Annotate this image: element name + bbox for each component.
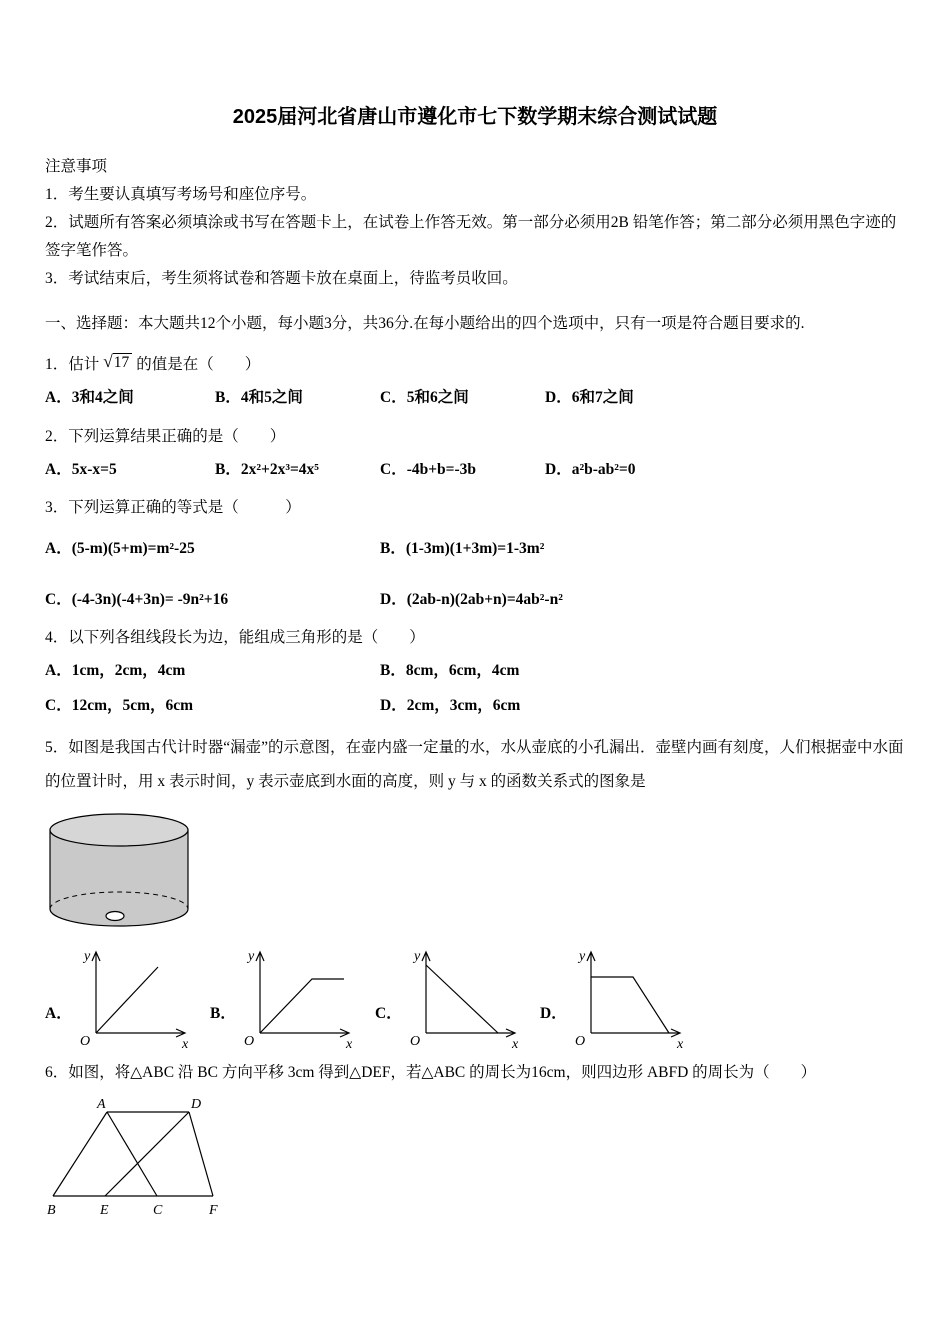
point-label-d: D	[191, 1096, 202, 1112]
graph-label-b: B．	[210, 1005, 236, 1023]
axis-label-y: y	[83, 949, 90, 965]
question-5-stem: 5．如图是我国古代计时器“漏壶”的示意图，在壶内盛一定量的水，水从壶底的小孔漏出．壶壁内画有刻度，人们根据壶中水面的位置计时，用 x 表示时间，y 表示壶底到水面的高度，则 y 与 x 的函数关系式的图象是	[45, 738, 904, 791]
question-4-options	[45, 657, 905, 720]
option-c: C．-4b+b=-3b	[380, 460, 477, 478]
option-d: D．6和7之间	[545, 389, 634, 407]
question-6-stem: 6．如图，将△ABC 沿 BC 方向平移 3cm 得到△DEF，若△ABC 的周长为16cm，则四边形 ABFD 的周长为（ ）	[45, 1064, 817, 1082]
question-3-stem: 3．下列运算正确的等式是（ ）	[45, 499, 301, 517]
function-graph-c	[404, 945, 526, 1049]
option-c: C．(-4-3n)(-4+3n)= -9n²+16	[45, 590, 229, 608]
notice-heading: 注意事项	[45, 158, 108, 175]
question-1-stem	[45, 348, 905, 380]
graph-curve	[96, 967, 158, 1033]
point-label-e: E	[100, 1202, 109, 1218]
axis-label-x: x	[511, 1037, 518, 1050]
notice-item-2: 2．试题所有答案必须填涂或书写在答题卡上，在试卷上作答无效。第一部分必须用2B 铅笔作答；第二部分必须用黑色字迹的签字笔作答。	[45, 213, 897, 259]
question-1-prefix: 1．估计	[45, 356, 100, 374]
question-2-options	[45, 456, 905, 485]
question-1-options	[45, 384, 905, 413]
axis-label-y: y	[413, 949, 420, 965]
notice-section	[45, 153, 905, 292]
graph-option-d	[540, 945, 705, 1049]
graph-curve	[426, 965, 498, 1033]
point-label-f: F	[209, 1202, 218, 1218]
edge-DF	[189, 1112, 213, 1196]
point-label-c: C	[153, 1202, 163, 1218]
axis-label-y: y	[578, 949, 585, 965]
graph-option-a	[45, 945, 210, 1049]
notice-item-3: 3．考试结束后，考生须将试卷和答题卡放在桌面上，待监考员收回。	[45, 269, 518, 287]
radicand: 17	[113, 353, 133, 371]
translated-triangles-figure	[45, 1096, 905, 1226]
question-1-suffix: 的值是在（ ）	[136, 356, 261, 374]
cylinder-illustration	[45, 810, 193, 936]
edge-AB	[53, 1112, 107, 1196]
axis-label-origin: O	[79, 1034, 90, 1050]
graph-curve	[260, 979, 344, 1033]
option-a: A．3和4之间	[45, 389, 134, 407]
axis-label-y: y	[247, 949, 255, 965]
option-d: D．a²b-ab²=0	[545, 460, 636, 478]
point-label-b: B	[47, 1202, 56, 1218]
axis-label-x: x	[676, 1037, 683, 1050]
option-d: D．2cm，3cm，6cm	[380, 696, 521, 714]
question-5-graph-options	[45, 945, 905, 1049]
graph-label-a: A．	[45, 1005, 72, 1023]
page-title: 2025届河北省唐山市遵化市七下数学期末综合测试试题	[232, 106, 718, 128]
axis-label-origin: O	[243, 1034, 254, 1050]
option-d: D．(2ab-n)(2ab+n)=4ab²-n²	[380, 590, 563, 608]
axis-label-x: x	[345, 1037, 353, 1050]
graph-option-b	[210, 945, 375, 1049]
axis-label-x: x	[181, 1037, 188, 1050]
edge-AC	[107, 1112, 157, 1196]
function-graph-b	[238, 945, 360, 1049]
radical-sign: √	[103, 352, 113, 372]
axis-label-origin: O	[409, 1034, 420, 1050]
water-clock-figure	[45, 810, 905, 941]
option-a: A．1cm，2cm，4cm	[45, 662, 186, 680]
option-c: C．5和6之间	[380, 389, 469, 407]
graph-label-c: C．	[375, 1005, 402, 1023]
drain-hole	[106, 912, 124, 921]
option-c: C．12cm，5cm，6cm	[45, 696, 194, 714]
graph-label-d: D．	[540, 1005, 567, 1023]
question-2-stem: 2．下列运算结果正确的是（ ）	[45, 428, 286, 446]
cylinder-top	[50, 814, 188, 846]
function-graph-a	[74, 945, 196, 1049]
graph-curve	[591, 977, 669, 1033]
option-b: B．8cm，6cm，4cm	[380, 662, 520, 680]
function-graph-d	[569, 945, 691, 1049]
option-b: B．(1-3m)(1+3m)=1-3m²	[380, 540, 545, 558]
option-a: A．5x-x=5	[45, 460, 117, 478]
sqrt-expression	[103, 354, 132, 371]
option-a: A．(5-m)(5+m)=m²-25	[45, 540, 195, 558]
triangle-figure	[45, 1096, 255, 1221]
point-label-a: A	[97, 1096, 106, 1112]
section-heading-choice: 一、选择题：本大题共12个小题，每小题3分，共36分.在每小题给出的四个选项中，只有一项是符合题目要求的.	[45, 315, 805, 333]
question-3-options	[45, 535, 905, 614]
notice-item-1: 1．考生要认真填写考场号和座位序号。	[45, 185, 317, 203]
question-4-stem: 4．以下列各组线段长为边，能组成三角形的是（ ）	[45, 629, 425, 647]
option-b: B．2x²+2x³=4x⁵	[215, 460, 319, 478]
edge-DE	[105, 1112, 189, 1196]
graph-option-c	[375, 945, 540, 1049]
axis-label-origin: O	[574, 1034, 585, 1050]
option-b: B．4和5之间	[215, 389, 303, 407]
